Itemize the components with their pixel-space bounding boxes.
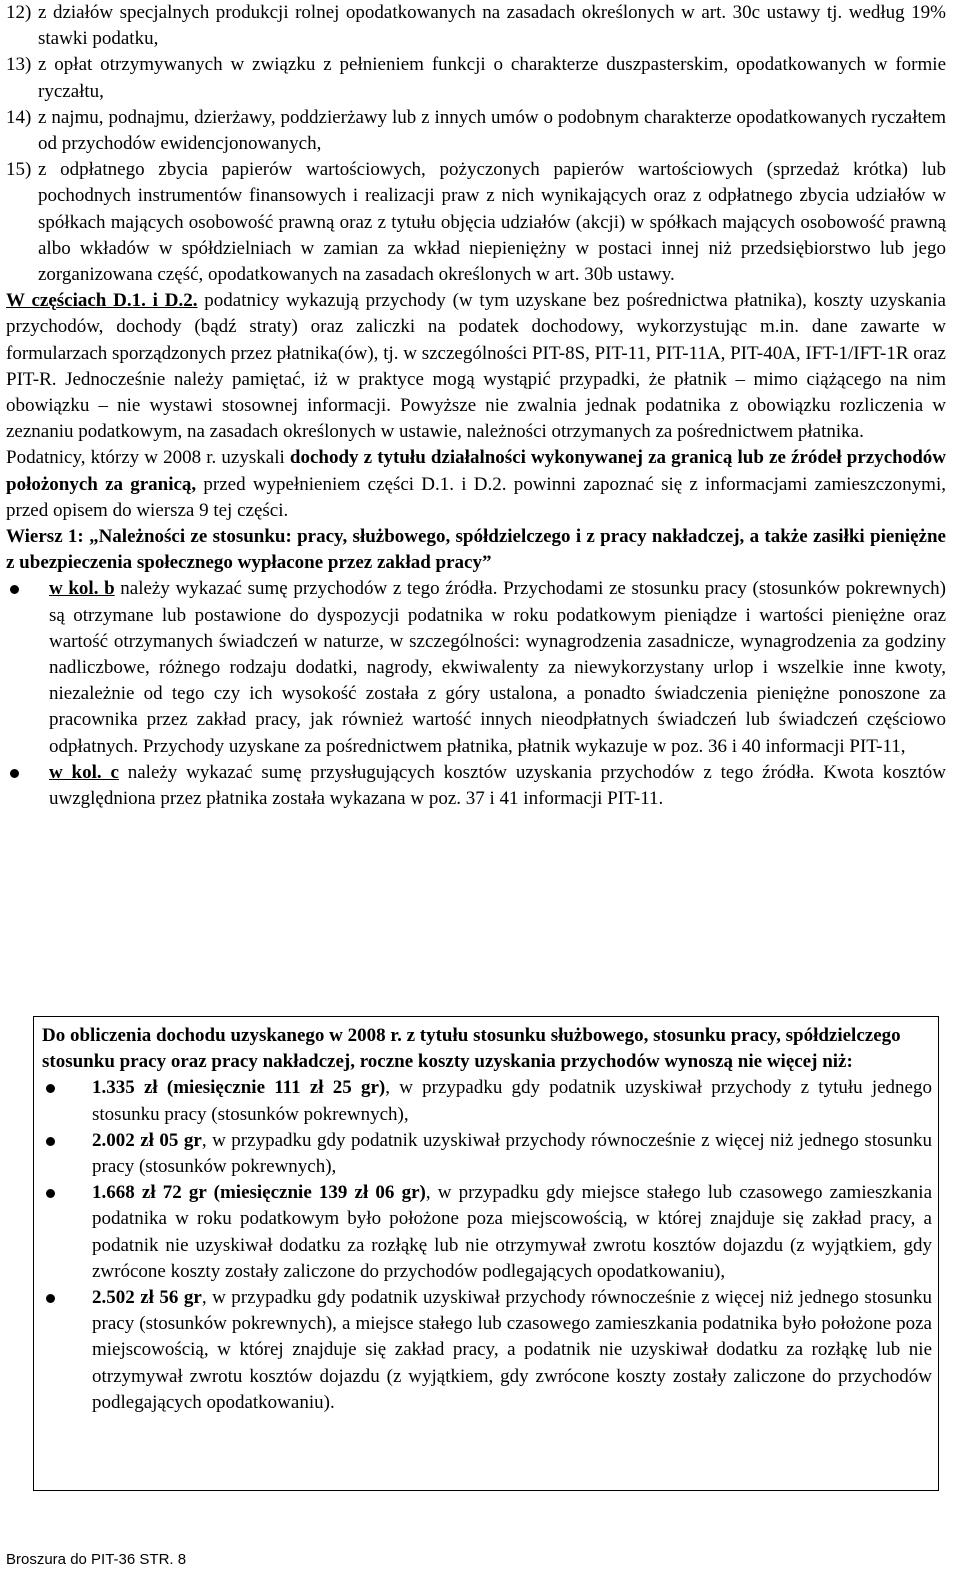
page-footer: Broszura do PIT-36 STR. 8 xyxy=(6,1551,187,1568)
row1-bullet-list xyxy=(6,576,946,812)
amount: 1.668 zł 72 gr (miesięcznie 139 zł 06 gr) xyxy=(92,1182,426,1204)
item-text: z działów specjalnych produkcji rolnej opodatkowanych na zasadach określonych w art. 30c ustawy tj. według 19% stawki podatku, xyxy=(38,2,946,50)
cost-limits-box xyxy=(33,1016,939,1491)
item-number: 14) xyxy=(6,106,32,128)
bullet-body: , w przypadku gdy podatnik uzyskiwał przychody równocześnie z więcej niż jednego stosunku pracy (stosunków pokrewnych), xyxy=(92,1129,932,1178)
box-bullet-list xyxy=(42,1075,932,1416)
list-item xyxy=(6,52,946,104)
bullet-icon xyxy=(6,576,49,759)
bullet-text xyxy=(92,1285,932,1416)
item-number: 12) xyxy=(6,2,32,23)
bullet-body: , w przypadku gdy podatnik uzyskiwał przychody równocześnie z więcej niż jednego stosunku pracy (stosunków pokrewnych), a miejsce stałego lub czasowego zamieszkania podatnika było położone poza miejscowością, w której znajduje się zakład pracy, a podatnik nie uzyskiwał dodatku za rozłąkę lub nie otrzymywał zwrotu kosztów dojazdu (z wyjątkiem, gdy zwrócone koszty zostały zaliczone do przychodów podlegających opodatkowaniu). xyxy=(92,1287,932,1413)
bullet-body: należy wykazać sumę przychodów z tego źródła. Przychodami ze stosunku pracy (stosunków pokrewnych) są otrzymane lub postawione do dyspozycji podatnika w roku podatkowym pieniądze i wartości pieniężne oraz wartość otrzymanych świadczeń w naturze, w szczególności: wynagrodzenia zasadnicze, wynagrodzenia za godziny nadliczbowe, różnego rodzaju dodatki, nagrody, ekwiwalenty za niewykorzystany urlop i wszelkie inne kwoty, niezależnie od tego czy ich wysokość została z góry ustalona, a ponadto świadczenia pieniężne ponoszone za pracownika przez zakład pracy, jak również wartość innych nieodpłatnych świadczeń lub świadczeń częściowo odpłatnych. Przychody uzyskane za pośrednictwem płatnika, płatnik wykazuje w poz. 36 i 40 informacji PIT-11, xyxy=(49,578,947,757)
bullet-text xyxy=(49,760,946,812)
amount: 2.002 zł 05 gr xyxy=(92,1129,202,1151)
foreign-post: przed wypełnieniem części D.1. i D.2. powinni zapoznać się z informacjami zamieszczonymi, przed opisem do wiersza 9 tej części. xyxy=(6,473,946,521)
bullet-text xyxy=(92,1075,932,1127)
bullet-body: należy wykazać sumę przysługujących kosztów uzyskania przychodów z tego źródła. Kwota kosztów uwzględniona przez płatnika została wykazana w poz. 37 i 41 informacji PIT-11. xyxy=(49,761,947,810)
amount: 2.502 zł 56 gr xyxy=(92,1287,202,1309)
bullet-icon xyxy=(6,760,49,812)
row1-heading-text: Wiersz 1: „Należności ze stosunku: pracy, służbowego, spółdzielczego i z pracy nakładczej, a także zasiłki pieniężne z ubezpieczenia społecznego wypłacone przez zakład pracy” xyxy=(6,526,946,574)
list-item xyxy=(42,1075,932,1127)
item-text: z odpłatnego zbycia papierów wartościowych, pożyczonych papierów wartościowych (sprzedaż krótka) lub pochodnych instrumentów finansowych i realizacji praw z nich wynikających oraz z odpłatnego zbycia udziałów w spółkach mających osobowość prawną oraz z tytułu objęcia udziałów (akcji) w spółkach mających osobowość prawną albo wkładów w spółdzielniach w zamian za wkład niepieniężny w postaci innej niż przedsiębiorstwo lub jego zorganizowana część, opodatkowanych na zasadach określonych w art. 30b ustawy. xyxy=(38,159,946,286)
bullet-icon xyxy=(42,1180,92,1285)
list-item xyxy=(42,1180,932,1285)
bullet-body: , w przypadku gdy miejsce stałego lub czasowego zamieszkania podatnika w roku podatkowym było położone poza miejscowością, w której znajduje się zakład pracy, a podatnik nie uzyskiwał dodatku za rozłąkę lub nie otrzymywał zwrotu kosztów dojazdu (z wyjątkiem, gdy zwrócone koszty zostały zaliczone do przychodów podlegających opodatkowaniu), xyxy=(92,1182,932,1282)
section-d-text: podatnicy wykazują przychody (w tym uzyskane bez pośrednictwa płatnika), koszty uzyskania przychodów, dochody (bądź straty) oraz zaliczki na podatek dochodowy, wykorzystując m.in. dane zawarte w formularzach sporządzonych przez płatnika(ów), tj. w szczególności PIT-8S, PIT-11, PIT-11A, PIT-40A, IFT-1/IFT-1R oraz PIT-R. Jednocześnie należy pamiętać, iż w praktyce mogą wystąpić przypadki, że płatnik – mimo ciążącego na nim obowiązku – nie wystawi stosownej informacji. Powyższe nie zwalnia jednak podatnika z obowiązku rozliczenia w zeznaniu podatkowym, na zasadach określonych w ustawie, należności otrzymanych za pośrednictwem płatnika. xyxy=(6,290,946,443)
list-item xyxy=(6,157,946,288)
numbered-list xyxy=(6,0,946,288)
list-item xyxy=(6,576,946,759)
list-item xyxy=(6,105,946,157)
item-text: z opłat otrzymywanych w związku z pełnieniem funkcji o charakterze duszpasterskim, opodatkowanych w formie ryczałtu, xyxy=(38,54,946,102)
list-item xyxy=(6,760,946,812)
section-d-paragraph xyxy=(6,288,946,445)
document-page xyxy=(6,0,946,812)
column-label: w kol. c xyxy=(49,761,119,783)
box-heading-text: Do obliczenia dochodu uzyskanego w 2008 r. z tytułu stosunku służbowego, stosunku pracy, spółdzielczego stosunku pracy oraz pracy nakładczej, roczne koszty uzyskania przychodów wynoszą nie więcej niż: xyxy=(42,1025,901,1073)
section-d-heading: W częściach D.1. i D.2. xyxy=(6,290,198,312)
foreign-income-paragraph xyxy=(6,445,946,524)
bullet-icon xyxy=(42,1075,92,1127)
bullet-icon xyxy=(42,1128,92,1180)
item-number: 15) xyxy=(6,159,32,181)
bullet-text xyxy=(92,1128,932,1180)
list-item xyxy=(42,1285,932,1416)
bullet-text xyxy=(92,1180,932,1285)
list-item xyxy=(42,1128,932,1180)
list-item xyxy=(6,0,946,52)
column-label: w kol. b xyxy=(49,578,115,600)
box-heading xyxy=(42,1023,932,1075)
foreign-bold: dochody z tytułu działalności wykonywanej za granicą lub ze źródeł przychodów położonych za granicą, xyxy=(6,447,946,495)
amount: 1.335 zł (miesięcznie 111 zł 25 gr) xyxy=(92,1077,386,1099)
row1-heading xyxy=(6,524,946,576)
bullet-text xyxy=(49,576,946,759)
item-number: 13) xyxy=(6,54,32,76)
bullet-body: , w przypadku gdy podatnik uzyskiwał przychody z tytułu jednego stosunku pracy (stosunków pokrewnych), xyxy=(92,1077,932,1125)
bullet-icon xyxy=(42,1285,92,1416)
item-text: z najmu, podnajmu, dzierżawy, poddzierżawy lub z innych umów o podobnym charakterze opodatkowanych ryczałtem od przychodów ewidencjonowanych, xyxy=(38,106,946,155)
foreign-pre: Podatnicy, którzy w 2008 r. uzyskali xyxy=(6,447,290,469)
